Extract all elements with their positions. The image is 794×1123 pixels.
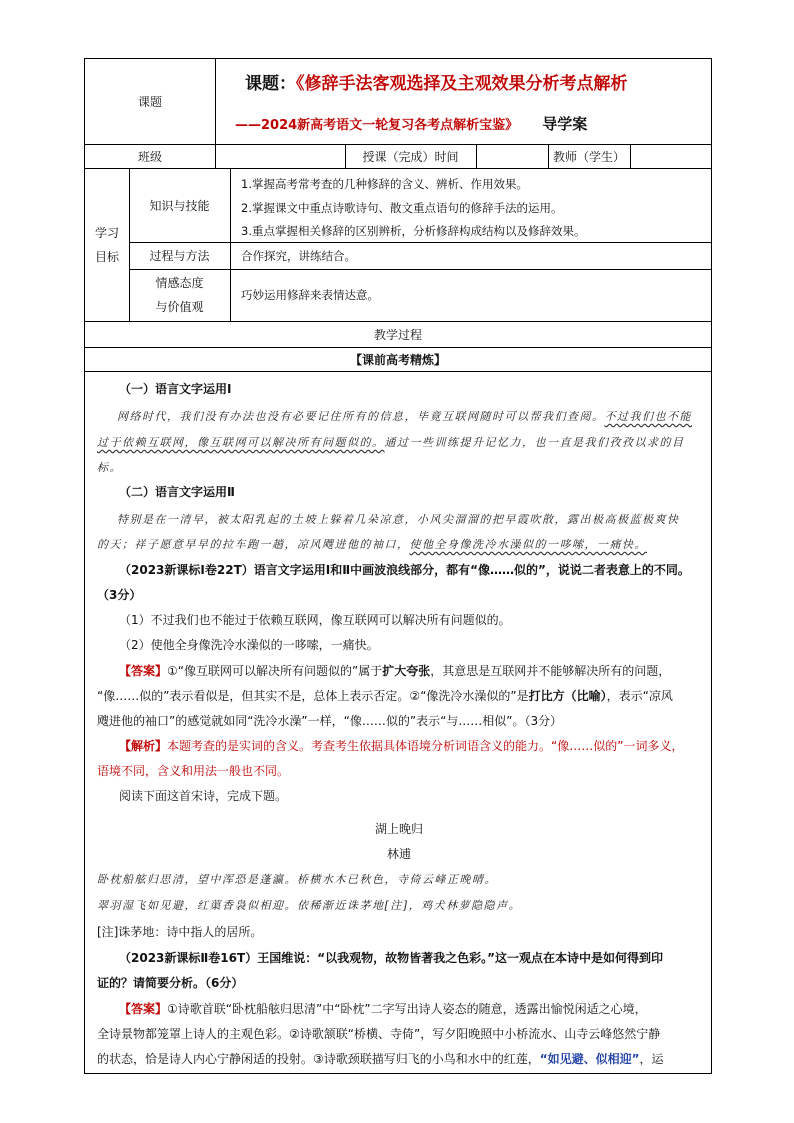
teacher-value[interactable] — [630, 144, 712, 168]
part1-title: （一）语言文字运用Ⅰ — [119, 382, 232, 396]
subtitle-text: ——2024新高考语文一轮复习各考点解析宝鉴》 — [235, 118, 519, 133]
col-divider — [230, 168, 231, 321]
answer-keyword: 扩大夸张 — [382, 664, 431, 678]
poem-line: 卧枕船舷归思清，望中浑恐是蓬瀛。桥横水木已秋色，寺倚云峰正晚晴。 — [97, 873, 497, 886]
title-prefix: 课题： — [245, 74, 296, 94]
answer-text: ，表示“凉风 — [606, 689, 673, 703]
poem-line: 翠羽湿飞如见避，红蕖香袅似相迎。依稀渐近诛茅地[注]，鸡犬林萝隐隐声。 — [97, 899, 522, 912]
row-divider — [85, 371, 711, 372]
wavy-underlined-text: 使他全身像洗冷水澡似的一哆嗦，一痛快。 — [409, 538, 647, 551]
question-score: （3分） — [97, 588, 142, 602]
lesson-subtitle — [235, 113, 587, 134]
knowledge-item: 2.掌握课文中重点诗歌诗句、散文重点语句的修辞手法的运用。 — [241, 201, 563, 215]
knowledge-item: 3.重点掌握相关修辞的区别辨析，分析修辞构成结构以及修辞效果。 — [241, 224, 586, 238]
emotion-label — [129, 269, 230, 321]
question-stem: （2023新课标Ⅱ卷16T）王国维说：“以我观物，故物皆著我之色彩。”这一观点在本诗中是如何得到印 — [119, 951, 663, 965]
objectives-label-line2: 目标 — [94, 249, 119, 264]
time-value[interactable] — [476, 144, 548, 168]
lesson-title — [245, 69, 628, 94]
answer-tag: 【答案】 — [119, 1002, 168, 1016]
class-label: 班级 — [137, 149, 162, 164]
answer-text: ，运 — [639, 1052, 664, 1066]
lesson-plan-table — [84, 58, 712, 1074]
analysis-text: 本题考查的是实词的含义。考查考生依据具体语境分析词语含义的能力。“像……似的”一词多义， — [167, 739, 684, 753]
title-main-text: 《修辞手法客观选择及主观效果分析考点解析 — [296, 74, 628, 94]
analysis-tag: 【解析】 — [119, 739, 168, 753]
wavy-underlined-text: 过于依赖互联网，像互联网可以解决所有问题似的。 — [97, 436, 385, 449]
emotion-label-line2: 与价值观 — [155, 300, 204, 314]
answer-text: ①诗歌首联“卧枕船舷归思清”中“卧枕”二字写出诗人姿态的随意，透露出愉悦闲适之心境， — [167, 1002, 647, 1016]
passage-text: 的天；祥子愿意早早的拉车跑一趟，凉风飕进他的袖口， — [97, 538, 410, 551]
answer-keyword: “如见避、似相迎” — [539, 1052, 640, 1066]
objectives-label-line1: 学习 — [94, 225, 119, 240]
objectives-label — [85, 168, 129, 321]
answer-line — [119, 659, 701, 684]
answer-line: 飕进他的袖口”的感觉就如同“洗冷水澡”一样，“像……似的”表示“与……相似”。（3分） — [97, 714, 563, 728]
answer-line — [97, 1047, 701, 1072]
answer-line — [119, 997, 701, 1022]
teacher-label: 教师（学生） — [552, 149, 625, 164]
topic-label: 课题 — [137, 95, 162, 109]
emotion-label-line1: 情感态度 — [155, 276, 204, 290]
process-text: 合作探究，讲练结合。 — [241, 249, 356, 263]
answer-line: 全诗景物都笼罩上诗人的主观色彩。②诗歌颔联“桥横、寺倚”，写夕阳晚照中小桥流水、山寺云峰悠然宁静 — [97, 1027, 661, 1041]
analysis-line: 语境不同，含义和用法一般也不同。 — [97, 764, 290, 778]
passage-line: 特别是在一清早，被太阳乳起的土坡上躲着几朵凉意，小风尖溜溜的把早霞吹散，露出极高极蓝极爽快 — [117, 513, 680, 526]
analysis-line — [119, 734, 701, 759]
part2-title: （二）语言文字运用Ⅱ — [119, 485, 235, 499]
subtitle-tail: 导学案 — [542, 115, 588, 133]
passage-text: 通过一些训练提升记忆力，也一直是我们孜孜以求的目 — [384, 436, 685, 449]
answer-tag: 【答案】 — [119, 664, 168, 678]
answer-text: 的状态，恰是诗人内心宁静闲适的投射。③诗歌颈联描写归飞的小鸟和水中的红莲， — [97, 1052, 540, 1066]
answer-text: ①“像互联网可以解决所有问题似的”属于 — [167, 664, 383, 678]
class-value[interactable] — [215, 144, 345, 168]
poem-author: 林逋 — [386, 847, 411, 861]
knowledge-item: 1.掌握高考常考查的几种修辞的含义、辨析、作用效果。 — [241, 177, 528, 191]
emotion-text: 巧妙运用修辞来表情达意。 — [241, 288, 379, 302]
passage-line: 标。 — [97, 461, 122, 474]
question-stem: （2023新课标Ⅰ卷22T）语言文字运用Ⅰ和Ⅱ中画波浪线部分，都有“像……似的”，说说二者表意上的不同。 — [119, 563, 690, 577]
question-stem: 证的？请简要分析。（6分） — [97, 976, 244, 990]
answer-text: ，其意思是互联网并不能够解决所有的问题， — [430, 664, 671, 678]
process-label: 过程与方法 — [149, 249, 210, 263]
time-label: 授课（完成）时间 — [362, 149, 459, 164]
teaching-process-heading: 教学过程 — [373, 327, 422, 342]
question-item: （2）使他全身像洗冷水澡似的一哆嗦，一痛快。 — [119, 638, 379, 652]
wavy-underlined-text: 不过我们也不能 — [604, 410, 692, 423]
reading-prompt: 阅读下面这首宋诗，完成下题。 — [119, 789, 288, 803]
poem-title: 湖上晚归 — [374, 822, 423, 836]
section-heading: 【课前高考精炼】 — [349, 352, 446, 367]
passage-text: 网络时代，我们没有办法也没有必要记住所有的信息，毕竟互联网随时可以帮我们查阅。 — [117, 410, 605, 423]
question-item: （1）不过我们也不能过于依赖互联网，像互联网可以解决所有问题似的。 — [119, 613, 511, 627]
passage-line — [97, 430, 701, 455]
poem-note: [注]诛茅地：诗中指人的居所。 — [97, 925, 263, 939]
passage-line — [117, 404, 701, 429]
answer-line — [97, 684, 701, 709]
knowledge-label: 知识与技能 — [149, 198, 210, 213]
answer-text: “像……似的”表示看似是，但其实不是，总体上表示否定。②“像洗冷水澡似的”是 — [97, 689, 529, 703]
passage-line — [97, 532, 701, 557]
answer-keyword: 打比方（比喻） — [528, 689, 607, 703]
